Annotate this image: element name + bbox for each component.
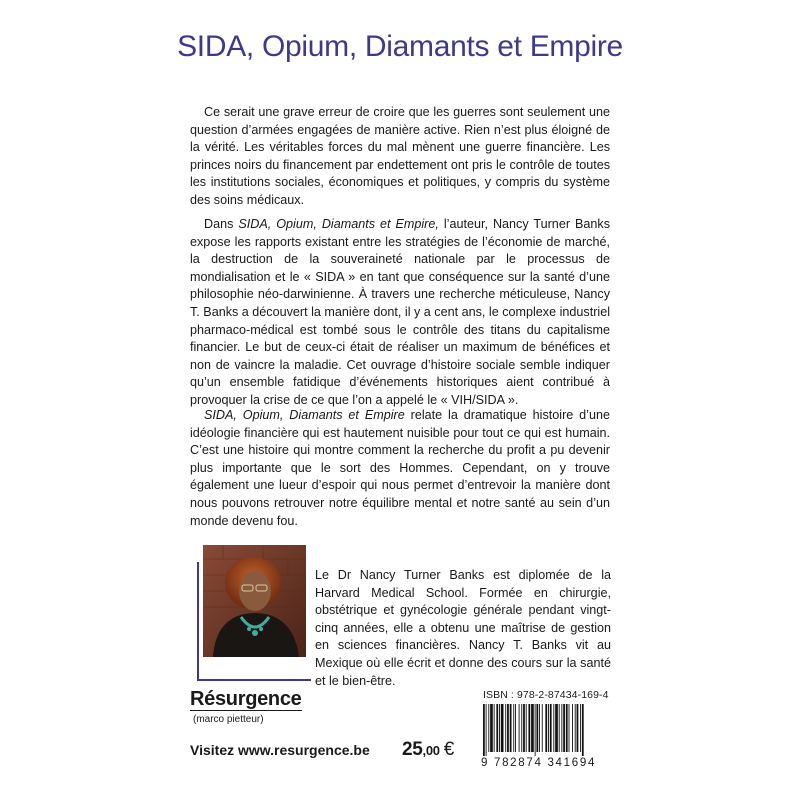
barcode-bar [569,704,570,752]
author-photo [203,545,306,657]
barcode-bar [559,704,560,752]
barcode-bar [563,704,565,752]
barcode-bar [507,704,509,752]
barcode-bar [575,704,576,752]
barcode-bar [496,704,498,752]
barcode-bar [526,704,527,752]
bio-frame-rule-vertical [197,562,199,680]
bio-frame-rule-horizontal [197,679,311,681]
barcode-bar [553,704,554,752]
barcode-image [481,704,611,756]
author-bio: Le Dr Nancy Turner Banks est diplomée de la Harvard Medical School. Formée en chirurgie, obstétrique et gynécologie générale pendant vingt-cinq années, elle a obtenu une maîtrise de gestion en sciences financières. Nancy T. Banks vit au Mexique où elle écrit et donne des cours sur la santé et le bien-être. [315,568,611,688]
barcode-bar [501,704,504,752]
barcode-bar [580,704,581,752]
barcode-bar [521,704,522,752]
price-currency: € [443,739,454,760]
barcode-bar [519,704,520,752]
price-decimal: ,00 [422,743,440,758]
barcode-bar [561,704,562,752]
barcode-bar [531,704,534,752]
barcode-bar [528,704,530,752]
book-title: SIDA, Opium, Diamants et Empire [177,30,623,63]
barcode-bar [582,704,584,756]
publisher-subtitle: (marco pietteur) [193,714,264,725]
barcode-bar [483,704,485,756]
barcode-bar [510,704,512,752]
barcode-bar [515,704,516,752]
paragraph-closing [190,407,610,530]
paragraph-summary-title: SIDA, Opium, Diamants et Empire, [238,217,439,231]
barcode-bar [486,704,487,756]
price [402,739,454,761]
paragraph-summary [190,216,610,410]
isbn-label: ISBN : 978-2-87434-169-4 [483,689,609,701]
paragraph-closing-rest: relate la dramatique histoire d’une idéologie financière qui est hautement nuisible pour tout ce qui est humain. C’est une histoire qui montre comment la recherche du profit a pu devenir plus importante que le sort des Hommes. Cependant, on y trouve également une lueur d’espoir qui nous permet d’entrevoir la manière dont nous pouvons retrouver notre équilibre mental et notre santé au sein d’un monde devenu fou. [190,408,610,528]
price-whole: 25 [402,739,423,760]
barcode-bar [513,704,514,752]
barcode-bar [548,704,549,752]
barcode-bar [488,704,489,752]
barcode-bar [536,704,538,752]
paragraph-summary-rest: l’auteur, Nancy Turner Banks expose les rapports existant entre les stratégies de l’économie de marché, la destruction de la souveraineté nationale par le processus de mondialisation et le « SIDA » en tant que conséquence sur la santé d’une philosophie néo-darwinienne. À travers une recherche méticuleuse, Nancy T. Banks a découvert la manière dont, il y a cent ans, le complexe industriel pharmaco-médical est tombé sous le contrôle des titans du capitalisme financier. Le but de ceux-ci était de réaliser un maximum de bénéfices et non de vaincre la maladie. Cet ouvrage d’histoire sociale semble indiquer qu’un ensemble fatidique d’événements historiques aient contribué à provoquer la crise de ce que l’on a appelé le « VIH/SIDA ». [190,217,611,407]
paragraph-intro: Ce serait une grave erreur de croire que les guerres sont seulement une question d’armées engagées de manière active. Rien n’est plus éloigné de la vérité. Les véritables forces du mal mènent une guerre financière. Les princes noirs du financement par endettement ont pris le contrôle de toutes les institutions sociales, économiques et politiques, y compris du système des soins médicaux. [190,105,610,207]
paragraph-summary-lead: Dans [204,217,239,231]
barcode-bar [555,704,558,752]
barcode-bar [545,704,547,752]
barcode-bar [523,704,525,752]
barcode-bar [566,704,568,752]
barcode-bar [539,704,540,752]
barcode-bar [499,704,500,752]
barcode-digits: 9 782874 341694 [481,757,597,769]
barcode-bar [505,704,506,752]
barcode-bar [490,704,493,752]
paragraph-closing-title: SIDA, Opium, Diamants et Empire [204,408,405,422]
publisher-website: Visitez www.resurgence.be [190,742,370,758]
barcode-bar [550,704,552,752]
barcode-bar [542,704,543,752]
barcode-bar [494,704,495,752]
barcode-bar [577,704,579,752]
publisher-logo: Résurgence [190,688,302,710]
barcode-bar [572,704,573,752]
barcode-bar [535,704,536,756]
